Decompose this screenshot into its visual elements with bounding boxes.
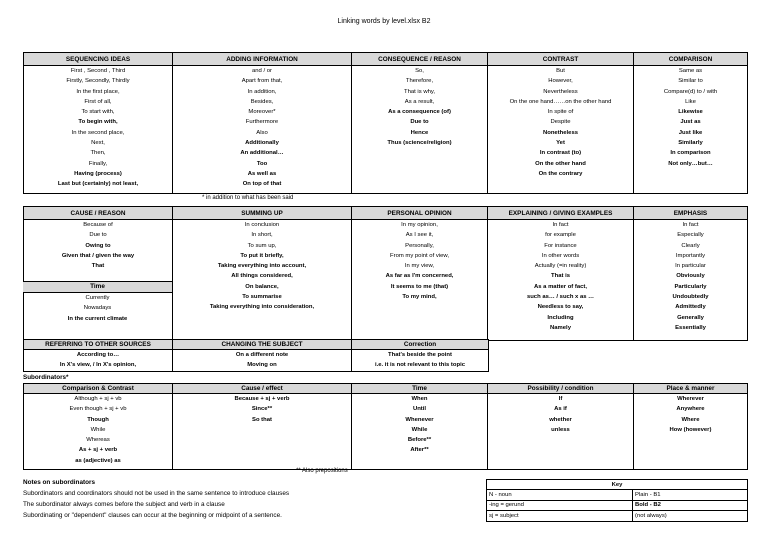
header-sequencing-ideas: SEQUENCING IDEAS: [24, 53, 173, 66]
header-sub-time: Time: [352, 384, 488, 394]
time-block: [23, 281, 172, 324]
list-item: Since**: [251, 406, 273, 413]
list-item: Just like: [678, 129, 703, 136]
list-item: Just as: [680, 119, 701, 126]
list-item: Although + sj + vb: [74, 396, 122, 402]
list-item: Because + sj + verb: [234, 396, 290, 402]
list-item: When: [411, 396, 428, 402]
list-item: Same as: [678, 68, 703, 74]
list-item: As I see it,: [405, 232, 434, 239]
linking-words-table-3: [23, 339, 489, 372]
list-correction: [352, 350, 488, 371]
key-title: Key: [487, 480, 748, 490]
list-item: Whenever: [405, 416, 434, 423]
list-item: How (however): [669, 426, 712, 433]
list-consequence-reason: [352, 66, 487, 148]
list-cause-reason: [24, 220, 172, 271]
footnote-moreover: * in addition to what has been said: [202, 195, 294, 201]
list-item: Like: [685, 98, 696, 105]
list-item: Compare(d) to / with: [663, 88, 718, 95]
list-item: In comparison: [670, 150, 711, 157]
list-changing-subject: [173, 350, 351, 371]
list-item: First , Second , Third: [70, 68, 126, 74]
header-correction: Correction: [352, 340, 489, 350]
notes-line: Subordinating or "dependent" clauses can occur at the beginning or midpoint of a sentence.: [23, 512, 282, 519]
list-item: Despite: [550, 119, 571, 126]
list-item: Needless to say,: [537, 304, 584, 311]
list-item: Not only…but…: [668, 160, 713, 167]
header-comparison: COMPARISON: [634, 53, 748, 66]
list-item: In addition,: [247, 88, 277, 95]
list-item: On the contrary: [538, 170, 583, 177]
list-item: Before**: [407, 437, 432, 444]
list-item: While: [411, 426, 428, 433]
list-item: Though: [87, 416, 109, 423]
list-item: Particularly: [674, 283, 707, 290]
key-left: sj = subject: [487, 511, 633, 521]
list-item: From my point of view,: [390, 252, 449, 259]
list-item: In contrast (to): [539, 150, 582, 157]
list-item: In short,: [251, 232, 273, 239]
list-contrast: [488, 66, 633, 179]
subordinators-table: [23, 383, 748, 470]
list-item: Undoubtedly: [672, 294, 709, 301]
list-item: In the second place,: [71, 129, 125, 136]
list-sub-time: [352, 394, 487, 456]
list-emphasis: [634, 220, 747, 333]
list-time: [23, 293, 172, 324]
header-emphasis: EMPHASIS: [634, 207, 748, 220]
list-place-manner: [634, 394, 747, 435]
list-item: While: [90, 426, 106, 433]
list-item: So,: [415, 68, 424, 74]
list-item: as (adjective) as: [75, 457, 121, 464]
linking-words-table-2: [23, 206, 748, 341]
list-item: Currently: [85, 295, 110, 301]
list-item: To sum up,: [247, 242, 277, 249]
list-item: On balance,: [245, 283, 279, 290]
list-item: Then,: [90, 150, 106, 157]
list-item: In spite of: [547, 109, 574, 116]
list-item: Especially: [677, 232, 704, 239]
list-item: Owing to: [85, 242, 111, 249]
list-item: Thus (science/religion): [387, 140, 452, 147]
list-item: Where: [681, 416, 700, 423]
key-right: (not always): [633, 511, 748, 521]
list-item: Apart from that,: [241, 78, 283, 85]
list-item: and / or: [252, 68, 272, 74]
list-item: That is: [551, 273, 570, 280]
list-item: In my view,: [404, 263, 435, 270]
list-item: Wherever: [677, 396, 704, 402]
list-item: Due to: [410, 119, 429, 126]
list-item: whether: [549, 416, 572, 423]
list-item: Yet: [556, 140, 565, 147]
list-item: In conclusion: [244, 222, 280, 228]
list-item: Personally,: [405, 242, 434, 249]
list-item: Also: [256, 129, 268, 136]
list-item: It seems to me (that): [390, 283, 449, 290]
list-explaining-examples: [488, 220, 633, 333]
list-item: First of all,: [84, 98, 112, 105]
list-item: Given that / given the way: [61, 252, 135, 259]
document-title: Linking words by level.xlsx B2: [337, 18, 431, 25]
list-item: But: [556, 68, 565, 74]
header-referring-sources: REFERRING TO OTHER SOURCES: [24, 340, 173, 350]
list-referring-sources: [24, 350, 172, 371]
list-item: As well as: [247, 170, 277, 177]
list-item: Similar to: [678, 78, 703, 85]
list-item: In particular: [675, 263, 706, 270]
notes-line: The subordinator always comes before the subject and verb in a clause: [23, 501, 225, 508]
list-item: An additional…: [240, 150, 284, 157]
list-item: For instance: [544, 242, 577, 249]
list-item: Generally: [677, 314, 704, 321]
list-item: In my opinion,: [401, 222, 438, 228]
list-item: On the other hand: [535, 160, 586, 167]
list-item: i.e. it is not relevant to this topic: [374, 362, 465, 369]
header-personal-opinion: PERSONAL OPINION: [352, 207, 488, 220]
list-item: Even though + sj + vb: [69, 406, 127, 413]
list-item: Having (process): [74, 170, 122, 177]
list-item: Admittedly: [675, 304, 706, 311]
list-item: As if: [554, 406, 567, 413]
notes-line: Subordinators and coordinators should not be used in the same sentence to introduce clauses: [23, 490, 290, 497]
key-right: Plain - B1: [633, 490, 748, 500]
footnote-prepositions: ** Also prepositions: [296, 468, 348, 474]
list-item: unless: [551, 426, 570, 433]
list-item: Until: [412, 406, 427, 413]
list-item: Firstly, Secondly, Thirdly: [66, 78, 130, 85]
list-item: Because of: [83, 222, 113, 228]
key-left: -ing = gerund: [487, 500, 633, 510]
header-explaining-examples: EXPLAINING / GIVING EXAMPLES: [488, 207, 634, 220]
list-item: Besides,: [250, 98, 274, 105]
list-item: Moving on: [247, 362, 277, 369]
list-item: On top of that: [242, 181, 282, 188]
list-summing-up: [173, 220, 351, 313]
list-item: Next,: [91, 140, 105, 147]
header-summing-up: SUMMING UP: [173, 207, 352, 220]
list-item: Hence: [410, 129, 429, 136]
list-item: Whereas: [86, 437, 110, 444]
list-item: After**: [410, 447, 429, 454]
list-item: That's beside the point: [388, 352, 452, 358]
list-item: Therefore,: [405, 78, 434, 85]
list-item: Furthermore: [245, 119, 279, 126]
list-item: In other words: [541, 252, 580, 259]
header-cause-effect: Cause / effect: [173, 384, 352, 394]
list-item: As a result,: [404, 98, 435, 105]
list-item: To put it briefly,: [240, 252, 284, 259]
list-item: Taking everything into account,: [217, 263, 307, 270]
list-item: According to…: [76, 352, 120, 358]
list-item: If: [558, 396, 563, 402]
list-item: Essentially: [675, 324, 706, 331]
linking-words-table-1: [23, 52, 748, 194]
list-item: In the current climate: [67, 315, 128, 322]
list-item: On the one hand……on the other hand: [509, 98, 612, 105]
list-item: To begin with,: [78, 119, 118, 126]
list-item: Last but (certainly) not least,: [57, 181, 139, 188]
list-item: So that: [252, 416, 272, 423]
header-consequence-reason: CONSEQUENCE / REASON: [352, 53, 488, 66]
list-item: Nonetheless: [542, 129, 579, 136]
list-item: To summarise: [242, 294, 282, 301]
list-item: Likewise: [678, 109, 703, 116]
list-item: Too: [256, 160, 268, 167]
list-cause-effect: [173, 394, 351, 425]
list-item: However,: [548, 78, 573, 85]
list-item: for example: [545, 232, 576, 239]
list-item: As a consequence (of): [388, 109, 451, 116]
header-place-manner: Place & manner: [634, 384, 748, 394]
notes-block: [23, 477, 289, 521]
header-comparison-contrast: Comparison & Contrast: [24, 384, 173, 394]
list-item: Taking everything into consideration,: [209, 304, 315, 311]
list-item: Importantly: [675, 252, 706, 259]
header-contrast: CONTRAST: [488, 53, 634, 66]
list-comparison: [634, 66, 747, 169]
key-left: N - noun: [487, 490, 633, 500]
list-item: To start with,: [81, 109, 115, 116]
list-item: Obviously: [676, 273, 705, 280]
list-item: In the first place,: [76, 88, 120, 95]
list-item: Clearly: [681, 242, 700, 249]
list-item: Nowadays: [83, 305, 112, 312]
list-item: Namely: [550, 324, 571, 331]
list-item: such as… / such x as …: [526, 294, 595, 301]
list-item: Similarly: [678, 140, 703, 147]
header-changing-subject: CHANGING THE SUBJECT: [173, 340, 352, 350]
list-item: Additionally: [245, 140, 279, 147]
notes-heading: Notes on subordinators: [23, 479, 96, 486]
list-item: All things considered,: [231, 273, 293, 280]
list-item: As a matter of fact,: [533, 283, 588, 290]
list-item: Moreover*: [248, 109, 276, 116]
list-item: In X's view, / In X's opinion,: [59, 362, 137, 369]
header-adding-information: ADDING INFORMATION: [173, 53, 352, 66]
list-item: Actually (=in reality): [534, 263, 587, 270]
list-item: In fact: [552, 222, 569, 228]
list-item: Due to: [89, 232, 107, 239]
list-item: That: [91, 263, 105, 270]
header-cause-reason: CAUSE / REASON: [24, 207, 173, 220]
key-table: [486, 479, 748, 522]
header-possibility-condition: Possibility / condition: [488, 384, 634, 394]
list-possibility-condition: [488, 394, 633, 435]
list-sequencing-ideas: [24, 66, 172, 190]
list-item: That is why,: [404, 88, 435, 95]
list-item: Including: [547, 314, 574, 321]
list-item: Anywhere: [676, 406, 705, 413]
key-right: Bold - B2: [633, 500, 748, 510]
list-adding-information: [173, 66, 351, 190]
list-item: As far as I'm concerned,: [385, 273, 454, 280]
subordinators-label: Subordinators*: [23, 374, 69, 381]
header-time: Time: [23, 282, 172, 293]
list-comparison-contrast: [24, 394, 172, 466]
list-item: Nevertheless: [543, 88, 578, 95]
list-personal-opinion: [352, 220, 487, 302]
list-item: To my mind,: [402, 294, 437, 301]
list-item: On a different note: [235, 352, 289, 358]
list-item: In fact: [682, 222, 699, 228]
list-item: Finally,: [88, 160, 108, 167]
list-item: As + sj + verb: [78, 447, 118, 454]
